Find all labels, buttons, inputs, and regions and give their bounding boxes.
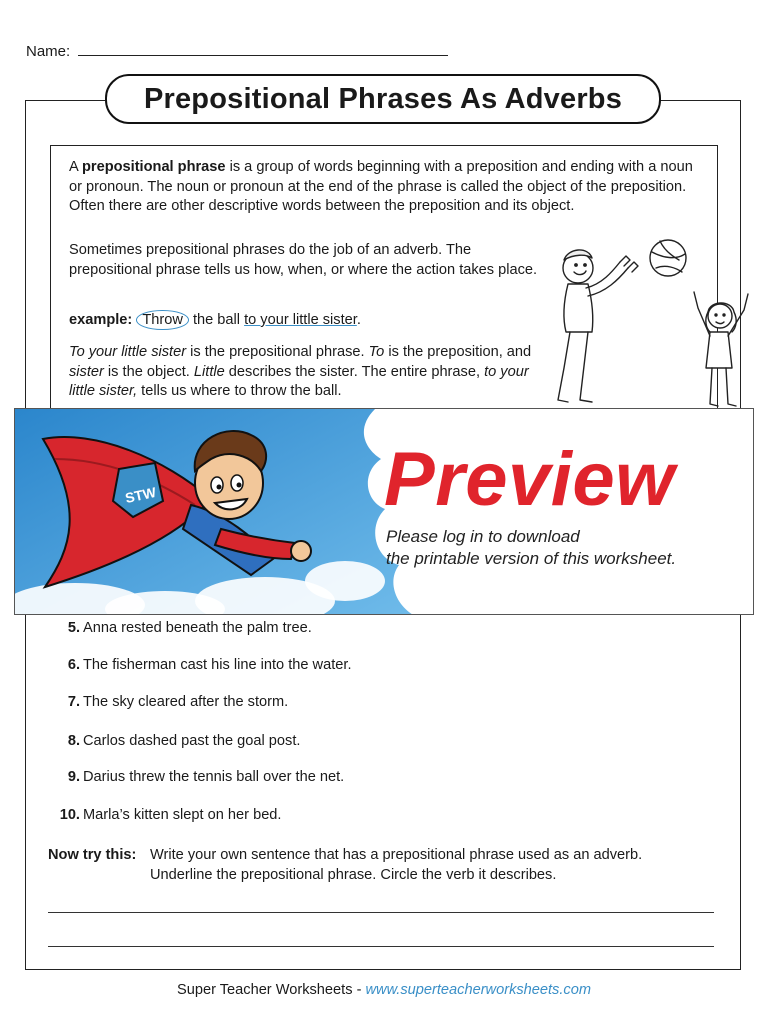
question-item	[48, 657, 352, 673]
explanation-sister: sister	[69, 363, 104, 380]
question-number: 7.	[67, 694, 80, 710]
explanation-phrase: To your little sister	[69, 344, 187, 360]
footer	[0, 982, 768, 998]
explanation-text: is the prepositional phrase.	[186, 344, 369, 360]
explanation-text: tells us where to throw the ball.	[137, 383, 342, 399]
explanation-paragraph	[69, 343, 554, 402]
question-text: The fisherman cast his line into the water.	[83, 657, 352, 673]
question-item	[48, 769, 344, 785]
footer-separator: -	[352, 982, 366, 998]
question-text: Darius threw the tennis ball over the net.	[83, 769, 345, 785]
question-item	[48, 733, 300, 749]
question-number: 6.	[67, 657, 80, 673]
try-this-instructions: Write your own sentence that has a prepositional phrase used as an adverb. Underline the prepositional phrase. Circle the verb it describes.	[150, 847, 643, 883]
preview-heading: Preview	[384, 437, 675, 522]
question-item	[48, 620, 312, 636]
name-row	[26, 42, 448, 60]
explanation-little: Little	[193, 363, 225, 380]
preview-line-1: Please log in to download	[386, 527, 580, 546]
explanation-phrase-2: to your little sister,	[69, 363, 529, 399]
definition-text-rest: is a group of words beginning with a preposition and ending with a noun or pronoun. The noun or pronoun at the end of the phrase is called the object of the preposition. Often there are other descriptive words between the preposition and its object.	[69, 159, 693, 214]
definition-text: A	[69, 159, 82, 175]
definition-term: prepositional phrase	[81, 159, 226, 175]
footer-brand: Super Teacher Worksheets	[177, 982, 353, 998]
question-text: Anna rested beneath the palm tree.	[83, 620, 312, 636]
explanation-to: To	[368, 344, 385, 360]
question-text: Carlos dashed past the goal post.	[83, 733, 301, 749]
example-mid: the ball	[188, 312, 245, 328]
question-item	[48, 807, 281, 823]
page-title: Prepositional Phrases As Adverbs	[105, 74, 661, 124]
definition-paragraph	[69, 158, 694, 217]
name-label: Name:	[26, 43, 71, 60]
example-line	[69, 311, 549, 331]
try-this-label: Now try this:	[48, 847, 137, 863]
example-end: .	[356, 312, 361, 328]
question-text: The sky cleared after the storm.	[83, 694, 289, 710]
explanation-text: describes the sister. The entire phrase,	[224, 363, 485, 380]
name-field[interactable]	[78, 42, 448, 56]
question-number: 9.	[67, 769, 80, 785]
question-item	[48, 694, 288, 710]
explanation-text: is the preposition, and	[384, 344, 532, 360]
example-phrase: to your little sister	[244, 312, 357, 328]
adverb-paragraph: Sometimes prepositional phrases do the job of an adverb. The prepositional phrase tells us how, when, or where the action takes place.	[69, 242, 538, 278]
example-label: example:	[69, 312, 133, 328]
footer-link[interactable]: www.superteacherworksheets.com	[365, 982, 591, 998]
preview-line-2: the printable version of this worksheet.	[386, 549, 677, 568]
example-verb: Throw	[136, 310, 189, 330]
question-text: Marla’s kitten slept on her bed.	[83, 807, 282, 823]
hero-badge-text: STW	[123, 483, 158, 507]
question-number: 10.	[59, 807, 80, 823]
explanation-text: is the object.	[103, 363, 194, 380]
try-this-section	[48, 846, 728, 886]
question-number: 5.	[67, 620, 80, 636]
kids-throwing-ball-illustration	[548, 228, 754, 414]
question-number: 8.	[67, 733, 80, 749]
preview-message	[386, 526, 676, 570]
answer-line[interactable]	[48, 912, 714, 913]
answer-line[interactable]	[48, 946, 714, 947]
